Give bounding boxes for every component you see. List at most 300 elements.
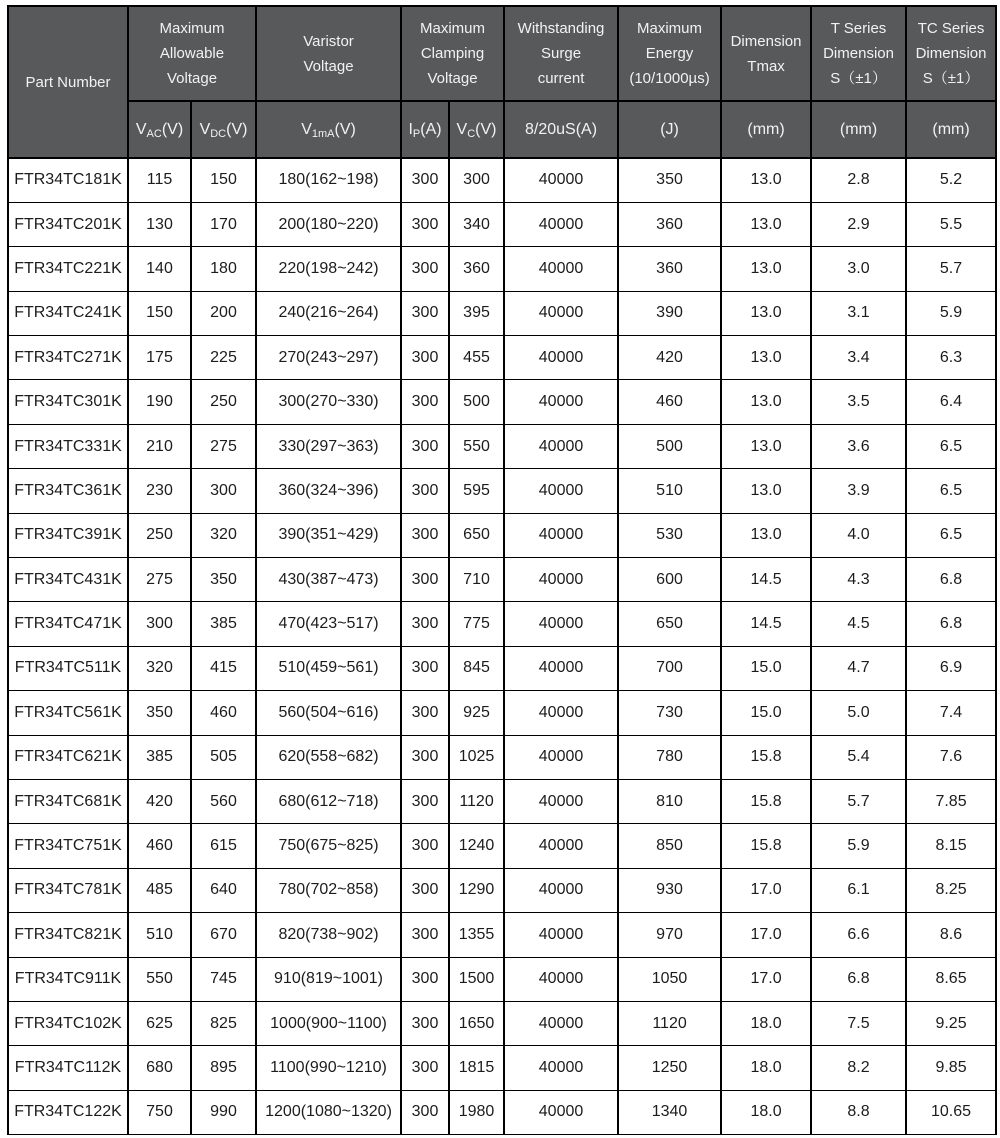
symbol-unit: (V) (475, 120, 497, 138)
table-row (8, 1090, 996, 1134)
cell-vdc-voltage: 225 (191, 336, 256, 380)
cell-vac-voltage: 250 (128, 513, 191, 557)
cell-tc-series-dimension-s: 8.25 (906, 868, 996, 912)
subheader-label: 8/20uS(A) (525, 120, 598, 138)
cell-clamping-voltage: 360 (449, 247, 504, 291)
header-line: Surge (541, 45, 582, 62)
cell-part-number: FTR34TC821K (8, 913, 128, 957)
cell-tc-series-dimension-s: 10.65 (906, 1090, 996, 1134)
cell-vac-voltage: 140 (128, 247, 191, 291)
table-row (8, 691, 996, 735)
cell-surge-current: 40000 (504, 247, 618, 291)
cell-peak-current: 300 (401, 558, 449, 602)
cell-t-series-dimension-s: 5.7 (811, 779, 906, 823)
cell-varistor-voltage-1ma: 390(351~429) (256, 513, 401, 557)
table-row (8, 735, 996, 779)
col-subheader-v1ma (256, 101, 401, 158)
cell-surge-current: 40000 (504, 380, 618, 424)
cell-t-series-dimension-s: 4.0 (811, 513, 906, 557)
col-group-header-max-clamping-voltage (401, 6, 504, 101)
cell-dimension-tmax: 14.5 (721, 558, 811, 602)
cell-tc-series-dimension-s: 8.65 (906, 957, 996, 1001)
cell-vac-voltage: 485 (128, 868, 191, 912)
cell-vdc-voltage: 615 (191, 824, 256, 868)
cell-vdc-voltage: 415 (191, 646, 256, 690)
header-line: T Series (830, 20, 887, 37)
cell-t-series-dimension-s: 3.1 (811, 291, 906, 335)
header-line: Voltage (303, 57, 354, 75)
cell-peak-current: 300 (401, 291, 449, 335)
cell-peak-current: 300 (401, 158, 449, 202)
cell-peak-current: 300 (401, 913, 449, 957)
header-line: Withstanding (517, 20, 605, 37)
cell-vdc-voltage: 560 (191, 779, 256, 823)
col-group-header-max-energy (618, 6, 721, 101)
cell-max-energy: 600 (618, 558, 721, 602)
cell-vac-voltage: 275 (128, 558, 191, 602)
table-row (8, 380, 996, 424)
cell-surge-current: 40000 (504, 735, 618, 779)
cell-max-energy: 700 (618, 646, 721, 690)
cell-peak-current: 300 (401, 957, 449, 1001)
cell-vdc-voltage: 895 (191, 1046, 256, 1090)
cell-part-number: FTR34TC181K (8, 158, 128, 202)
col-group-header-max-allowable-voltage (128, 6, 256, 101)
cell-vac-voltage: 150 (128, 291, 191, 335)
cell-peak-current: 300 (401, 336, 449, 380)
cell-varistor-voltage-1ma: 180(162~198) (256, 158, 401, 202)
cell-vdc-voltage: 670 (191, 913, 256, 957)
header-line: (10/1000µs) (629, 70, 710, 87)
cell-t-series-dimension-s: 8.2 (811, 1046, 906, 1090)
cell-tc-series-dimension-s: 6.8 (906, 602, 996, 646)
cell-vac-voltage: 175 (128, 336, 191, 380)
cell-varistor-voltage-1ma: 240(216~264) (256, 291, 401, 335)
col-subheader-vc (449, 101, 504, 158)
cell-vac-voltage: 320 (128, 646, 191, 690)
cell-clamping-voltage: 1355 (449, 913, 504, 957)
cell-peak-current: 300 (401, 1046, 449, 1090)
cell-max-energy: 1050 (618, 957, 721, 1001)
cell-peak-current: 300 (401, 646, 449, 690)
table-row (8, 824, 996, 868)
symbol-subscript: AC (146, 127, 162, 140)
cell-dimension-tmax: 15.8 (721, 735, 811, 779)
cell-dimension-tmax: 15.0 (721, 646, 811, 690)
cell-max-energy: 360 (618, 247, 721, 291)
cell-dimension-tmax: 13.0 (721, 336, 811, 380)
cell-tc-series-dimension-s: 6.9 (906, 646, 996, 690)
cell-clamping-voltage: 1290 (449, 868, 504, 912)
table-row (8, 158, 996, 202)
cell-max-energy: 780 (618, 735, 721, 779)
cell-max-energy: 420 (618, 336, 721, 380)
table-row (8, 779, 996, 823)
cell-clamping-voltage: 1120 (449, 779, 504, 823)
table-row (8, 336, 996, 380)
cell-clamping-voltage: 710 (449, 558, 504, 602)
cell-surge-current: 40000 (504, 646, 618, 690)
cell-dimension-tmax: 18.0 (721, 1090, 811, 1134)
table-body (8, 158, 996, 1135)
cell-vac-voltage: 230 (128, 469, 191, 513)
symbol-letter: V (199, 120, 211, 138)
cell-part-number: FTR34TC122K (8, 1090, 128, 1134)
cell-dimension-tmax: 13.0 (721, 247, 811, 291)
cell-vac-voltage: 750 (128, 1090, 191, 1134)
cell-t-series-dimension-s: 3.0 (811, 247, 906, 291)
subheader-label: (mm) (747, 120, 785, 138)
header-line: Voltage (427, 70, 478, 87)
col-subheader-vac (128, 101, 191, 158)
cell-dimension-tmax: 17.0 (721, 913, 811, 957)
cell-varistor-voltage-1ma: 270(243~297) (256, 336, 401, 380)
cell-surge-current: 40000 (504, 336, 618, 380)
symbol-letter: V (456, 120, 468, 138)
symbol-unit: (V) (226, 120, 248, 138)
cell-vdc-voltage: 200 (191, 291, 256, 335)
cell-varistor-voltage-1ma: 1100(990~1210) (256, 1046, 401, 1090)
cell-surge-current: 40000 (504, 158, 618, 202)
cell-clamping-voltage: 1650 (449, 1001, 504, 1045)
cell-part-number: FTR34TC781K (8, 868, 128, 912)
cell-peak-current: 300 (401, 779, 449, 823)
cell-dimension-tmax: 13.0 (721, 424, 811, 468)
cell-clamping-voltage: 1980 (449, 1090, 504, 1134)
col-subheader-surge-unit (504, 101, 618, 158)
header-line: Dimension (915, 45, 987, 62)
cell-peak-current: 300 (401, 735, 449, 779)
cell-peak-current: 300 (401, 1090, 449, 1134)
cell-surge-current: 40000 (504, 957, 618, 1001)
symbol-unit: (V) (334, 120, 356, 138)
cell-peak-current: 300 (401, 868, 449, 912)
header-line: Maximum (637, 20, 703, 37)
cell-t-series-dimension-s: 3.6 (811, 424, 906, 468)
table-row (8, 602, 996, 646)
cell-vdc-voltage: 250 (191, 380, 256, 424)
cell-varistor-voltage-1ma: 220(198~242) (256, 247, 401, 291)
cell-clamping-voltage: 455 (449, 336, 504, 380)
cell-tc-series-dimension-s: 6.4 (906, 380, 996, 424)
cell-tc-series-dimension-s: 8.6 (906, 913, 996, 957)
cell-peak-current: 300 (401, 513, 449, 557)
cell-vdc-voltage: 150 (191, 158, 256, 202)
cell-surge-current: 40000 (504, 1046, 618, 1090)
cell-t-series-dimension-s: 3.5 (811, 380, 906, 424)
symbol-unit: (V) (161, 120, 184, 138)
cell-surge-current: 40000 (504, 513, 618, 557)
cell-dimension-tmax: 13.0 (721, 202, 811, 246)
cell-t-series-dimension-s: 3.9 (811, 469, 906, 513)
cell-varistor-voltage-1ma: 780(702~858) (256, 868, 401, 912)
cell-dimension-tmax: 15.8 (721, 779, 811, 823)
cell-vdc-voltage: 640 (191, 868, 256, 912)
cell-dimension-tmax: 18.0 (721, 1001, 811, 1045)
cell-tc-series-dimension-s: 5.5 (906, 202, 996, 246)
cell-clamping-voltage: 1025 (449, 735, 504, 779)
cell-vdc-voltage: 460 (191, 691, 256, 735)
cell-dimension-tmax: 15.8 (721, 824, 811, 868)
cell-max-energy: 1250 (618, 1046, 721, 1090)
cell-clamping-voltage: 925 (449, 691, 504, 735)
cell-clamping-voltage: 775 (449, 602, 504, 646)
cell-part-number: FTR34TC561K (8, 691, 128, 735)
col-group-header-dimension-tmax (721, 6, 811, 101)
header-line: TC Series (917, 20, 985, 37)
cell-max-energy: 390 (618, 291, 721, 335)
cell-surge-current: 40000 (504, 824, 618, 868)
cell-surge-current: 40000 (504, 1001, 618, 1045)
cell-tc-series-dimension-s: 5.9 (906, 291, 996, 335)
cell-surge-current: 40000 (504, 469, 618, 513)
cell-max-energy: 930 (618, 868, 721, 912)
header-line: Varistor (303, 32, 354, 50)
cell-dimension-tmax: 15.0 (721, 691, 811, 735)
cell-vac-voltage: 550 (128, 957, 191, 1001)
cell-clamping-voltage: 1815 (449, 1046, 504, 1090)
cell-max-energy: 530 (618, 513, 721, 557)
cell-vac-voltage: 190 (128, 380, 191, 424)
cell-tc-series-dimension-s: 6.3 (906, 336, 996, 380)
cell-max-energy: 810 (618, 779, 721, 823)
cell-max-energy: 1340 (618, 1090, 721, 1134)
table-row (8, 558, 996, 602)
symbol-subscript: C (467, 127, 476, 140)
cell-part-number: FTR34TC471K (8, 602, 128, 646)
cell-dimension-tmax: 13.0 (721, 513, 811, 557)
cell-vdc-voltage: 350 (191, 558, 256, 602)
cell-varistor-voltage-1ma: 330(297~363) (256, 424, 401, 468)
col-subheader-t-series-unit (811, 101, 906, 158)
cell-t-series-dimension-s: 7.5 (811, 1001, 906, 1045)
table-row (8, 469, 996, 513)
cell-varistor-voltage-1ma: 360(324~396) (256, 469, 401, 513)
cell-varistor-voltage-1ma: 750(675~825) (256, 824, 401, 868)
cell-vac-voltage: 625 (128, 1001, 191, 1045)
symbol-letter: I (408, 120, 413, 138)
cell-t-series-dimension-s: 4.7 (811, 646, 906, 690)
cell-clamping-voltage: 1500 (449, 957, 504, 1001)
table-row (8, 646, 996, 690)
cell-clamping-voltage: 395 (449, 291, 504, 335)
cell-tc-series-dimension-s: 6.8 (906, 558, 996, 602)
table-row (8, 868, 996, 912)
header-line: current (537, 70, 585, 87)
cell-vdc-voltage: 990 (191, 1090, 256, 1134)
cell-part-number: FTR34TC201K (8, 202, 128, 246)
header-group-row (8, 6, 996, 101)
table-row (8, 202, 996, 246)
cell-varistor-voltage-1ma: 300(270~330) (256, 380, 401, 424)
cell-dimension-tmax: 13.0 (721, 291, 811, 335)
col-header-part-number: Part Number (8, 6, 128, 158)
cell-part-number: FTR34TC241K (8, 291, 128, 335)
cell-peak-current: 300 (401, 1001, 449, 1045)
cell-dimension-tmax: 13.0 (721, 380, 811, 424)
cell-tc-series-dimension-s: 9.25 (906, 1001, 996, 1045)
cell-max-energy: 360 (618, 202, 721, 246)
cell-t-series-dimension-s: 2.8 (811, 158, 906, 202)
col-subheader-ip (401, 101, 449, 158)
cell-vdc-voltage: 825 (191, 1001, 256, 1045)
header-sub-row (8, 101, 996, 158)
cell-vdc-voltage: 170 (191, 202, 256, 246)
varistor-spec-table (7, 5, 997, 1135)
symbol-letter: V (135, 120, 147, 138)
cell-peak-current: 300 (401, 202, 449, 246)
col-subheader-energy-unit (618, 101, 721, 158)
cell-part-number: FTR34TC911K (8, 957, 128, 1001)
cell-tc-series-dimension-s: 6.5 (906, 469, 996, 513)
cell-dimension-tmax: 13.0 (721, 469, 811, 513)
cell-surge-current: 40000 (504, 913, 618, 957)
cell-varistor-voltage-1ma: 820(738~902) (256, 913, 401, 957)
cell-dimension-tmax: 17.0 (721, 868, 811, 912)
cell-vac-voltage: 385 (128, 735, 191, 779)
header-line: Maximum (159, 20, 225, 37)
table-row (8, 1046, 996, 1090)
header-line: Tmax (747, 57, 785, 75)
cell-part-number: FTR34TC681K (8, 779, 128, 823)
cell-varistor-voltage-1ma: 510(459~561) (256, 646, 401, 690)
cell-vac-voltage: 350 (128, 691, 191, 735)
table-row (8, 513, 996, 557)
cell-part-number: FTR34TC221K (8, 247, 128, 291)
cell-vdc-voltage: 180 (191, 247, 256, 291)
cell-t-series-dimension-s: 8.8 (811, 1090, 906, 1134)
col-subheader-vdc (191, 101, 256, 158)
header-line: S（±1） (922, 70, 980, 87)
cell-tc-series-dimension-s: 6.5 (906, 424, 996, 468)
table-header (8, 6, 996, 158)
cell-t-series-dimension-s: 5.4 (811, 735, 906, 779)
cell-varistor-voltage-1ma: 200(180~220) (256, 202, 401, 246)
col-group-header-t-series-dimension (811, 6, 906, 101)
cell-max-energy: 350 (618, 158, 721, 202)
subheader-label: (mm) (932, 120, 970, 138)
cell-t-series-dimension-s: 5.0 (811, 691, 906, 735)
symbol-unit: (A) (420, 120, 442, 138)
cell-clamping-voltage: 500 (449, 380, 504, 424)
cell-peak-current: 300 (401, 824, 449, 868)
subheader-label: (mm) (839, 120, 878, 138)
cell-part-number: FTR34TC511K (8, 646, 128, 690)
header-line: S（±1） (830, 70, 887, 87)
symbol-subscript: DC (210, 127, 227, 140)
cell-vac-voltage: 510 (128, 913, 191, 957)
cell-varistor-voltage-1ma: 1000(900~1100) (256, 1001, 401, 1045)
cell-varistor-voltage-1ma: 470(423~517) (256, 602, 401, 646)
cell-surge-current: 40000 (504, 202, 618, 246)
cell-tc-series-dimension-s: 5.7 (906, 247, 996, 291)
table-row (8, 1001, 996, 1045)
table-row (8, 247, 996, 291)
col-group-header-tc-series-dimension (906, 6, 996, 101)
header-line: Clamping (420, 45, 485, 62)
header-line: Allowable (159, 45, 225, 62)
cell-vdc-voltage: 320 (191, 513, 256, 557)
cell-peak-current: 300 (401, 247, 449, 291)
cell-varistor-voltage-1ma: 1200(1080~1320) (256, 1090, 401, 1134)
subheader-label: (J) (660, 120, 679, 138)
header-line: Energy (645, 45, 694, 62)
symbol-subscript: 1mA (311, 127, 335, 140)
cell-max-energy: 1120 (618, 1001, 721, 1045)
header-line: Dimension (823, 45, 894, 62)
cell-varistor-voltage-1ma: 430(387~473) (256, 558, 401, 602)
cell-t-series-dimension-s: 6.6 (811, 913, 906, 957)
cell-max-energy: 730 (618, 691, 721, 735)
col-subheader-tmax-unit (721, 101, 811, 158)
cell-tc-series-dimension-s: 5.2 (906, 158, 996, 202)
cell-surge-current: 40000 (504, 291, 618, 335)
cell-clamping-voltage: 595 (449, 469, 504, 513)
cell-surge-current: 40000 (504, 424, 618, 468)
cell-surge-current: 40000 (504, 1090, 618, 1134)
cell-max-energy: 970 (618, 913, 721, 957)
cell-surge-current: 40000 (504, 558, 618, 602)
cell-tc-series-dimension-s: 6.5 (906, 513, 996, 557)
cell-part-number: FTR34TC112K (8, 1046, 128, 1090)
cell-tc-series-dimension-s: 8.15 (906, 824, 996, 868)
cell-peak-current: 300 (401, 691, 449, 735)
col-group-header-withstanding-surge-current (504, 6, 618, 101)
table-row (8, 957, 996, 1001)
cell-vac-voltage: 420 (128, 779, 191, 823)
cell-tc-series-dimension-s: 7.4 (906, 691, 996, 735)
cell-clamping-voltage: 300 (449, 158, 504, 202)
col-group-header-varistor-voltage (256, 6, 401, 101)
cell-max-energy: 500 (618, 424, 721, 468)
cell-t-series-dimension-s: 6.1 (811, 868, 906, 912)
cell-tc-series-dimension-s: 9.85 (906, 1046, 996, 1090)
col-subheader-tc-series-unit (906, 101, 996, 158)
cell-clamping-voltage: 550 (449, 424, 504, 468)
cell-part-number: FTR34TC391K (8, 513, 128, 557)
header-line: Maximum (420, 20, 486, 37)
table-row (8, 424, 996, 468)
cell-peak-current: 300 (401, 602, 449, 646)
cell-t-series-dimension-s: 6.8 (811, 957, 906, 1001)
cell-peak-current: 300 (401, 380, 449, 424)
cell-dimension-tmax: 14.5 (721, 602, 811, 646)
cell-vac-voltage: 680 (128, 1046, 191, 1090)
cell-part-number: FTR34TC361K (8, 469, 128, 513)
cell-vdc-voltage: 745 (191, 957, 256, 1001)
cell-part-number: FTR34TC621K (8, 735, 128, 779)
cell-varistor-voltage-1ma: 910(819~1001) (256, 957, 401, 1001)
table-row (8, 913, 996, 957)
cell-clamping-voltage: 340 (449, 202, 504, 246)
cell-t-series-dimension-s: 4.5 (811, 602, 906, 646)
cell-vac-voltage: 130 (128, 202, 191, 246)
header-line: Dimension (730, 32, 802, 50)
cell-varistor-voltage-1ma: 680(612~718) (256, 779, 401, 823)
cell-varistor-voltage-1ma: 620(558~682) (256, 735, 401, 779)
cell-vac-voltage: 300 (128, 602, 191, 646)
header-line: Voltage (166, 70, 218, 87)
cell-clamping-voltage: 845 (449, 646, 504, 690)
cell-max-energy: 460 (618, 380, 721, 424)
cell-vac-voltage: 210 (128, 424, 191, 468)
cell-tc-series-dimension-s: 7.6 (906, 735, 996, 779)
cell-part-number: FTR34TC301K (8, 380, 128, 424)
cell-surge-current: 40000 (504, 868, 618, 912)
table-row (8, 291, 996, 335)
cell-surge-current: 40000 (504, 691, 618, 735)
cell-peak-current: 300 (401, 424, 449, 468)
